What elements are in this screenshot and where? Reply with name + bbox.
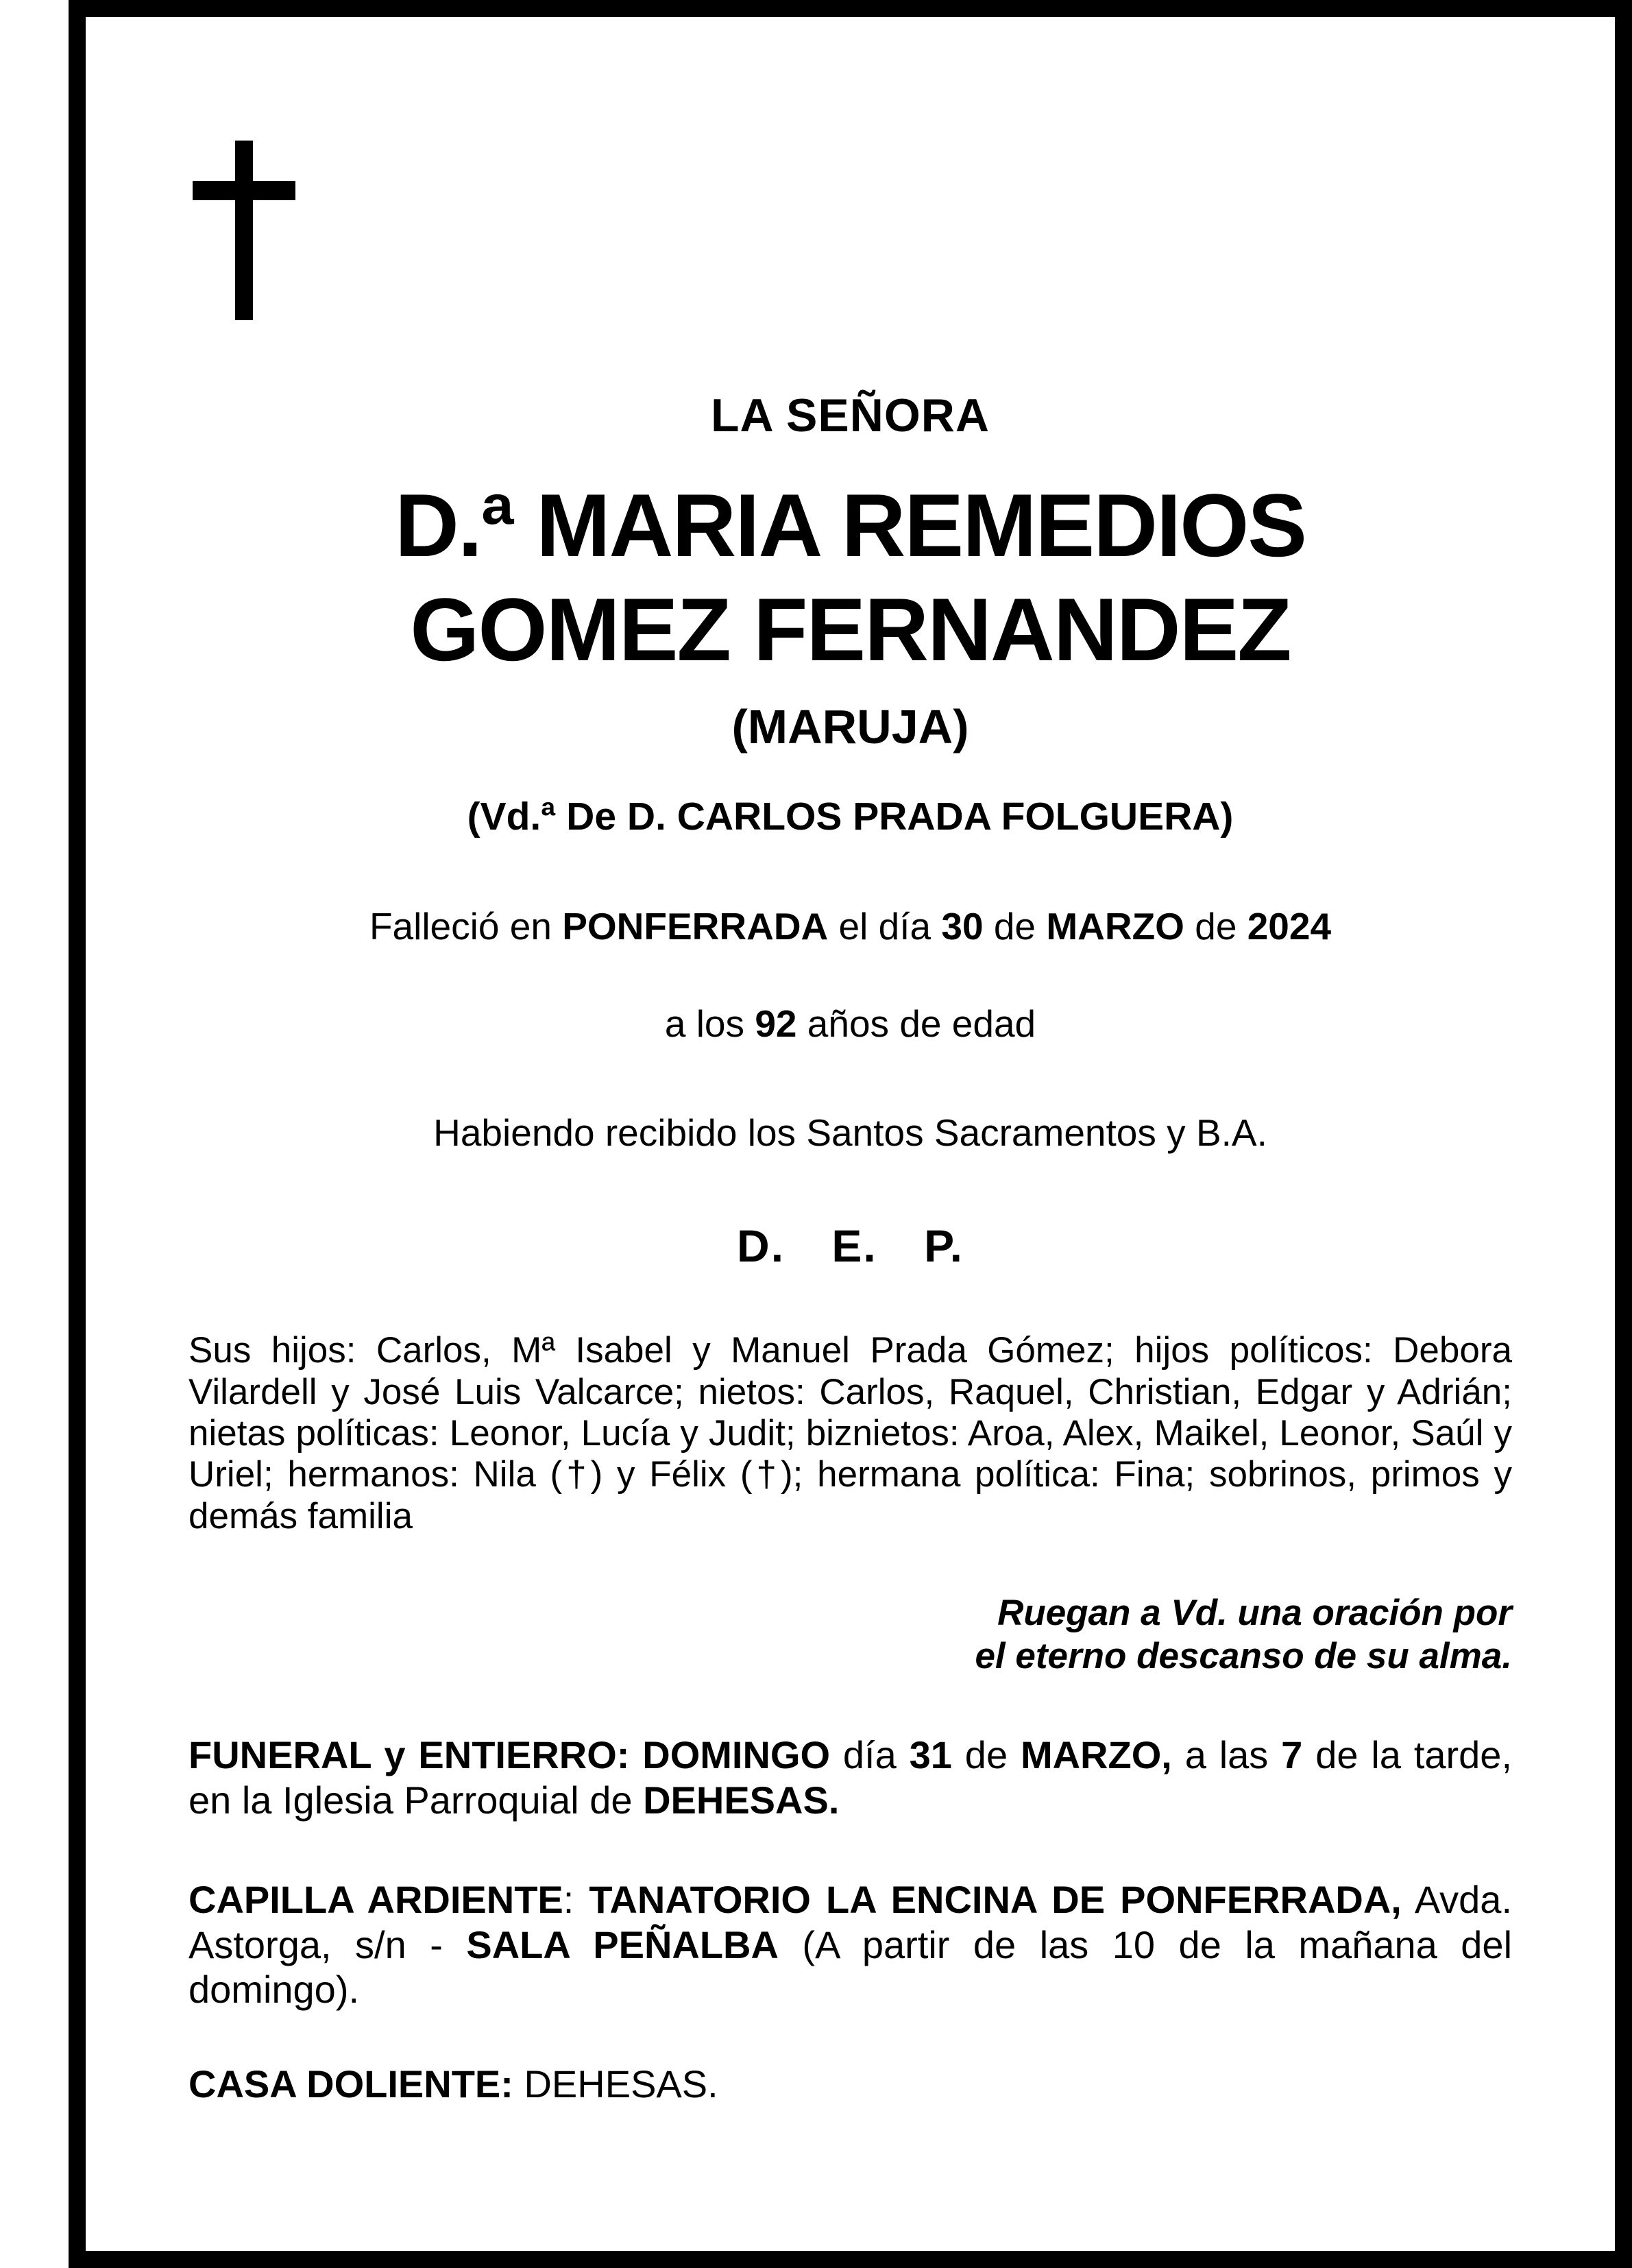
death-day: 30 bbox=[941, 905, 984, 948]
cross-icon bbox=[193, 141, 295, 320]
death-city: PONFERRADA bbox=[562, 905, 829, 948]
death-year: 2024 bbox=[1247, 905, 1332, 948]
age-line: a los 92 años de edad bbox=[664, 1002, 1036, 1046]
funeral-paragraph: FUNERAL y ENTIERRO: DOMINGO día 31 de MARZO, a las 7 de la tarde, en la Iglesia Parroquial de DEHESAS. bbox=[188, 1733, 1513, 1822]
deceased-name-line1: D.ª MARIA REMEDIOS bbox=[395, 475, 1306, 575]
chapel-paragraph: CAPILLA ARDIENTE: TANATORIO LA ENCINA DE PONFERRADA, Avda. Astorga, s/n - SALA PEÑALBA (A partir de las 10 de la mañana del domingo). bbox=[188, 1878, 1513, 2012]
death-line: Falleció en PONFERRADA el día 30 de MARZO de 2024 bbox=[369, 905, 1332, 948]
prayer-lines bbox=[188, 1592, 1512, 1678]
widow-of-line: (Vd.ª De D. CARLOS PRADA FOLGUERA) bbox=[467, 795, 1234, 839]
dep-line: D. E. P. bbox=[737, 1220, 964, 1272]
obituary-content bbox=[86, 17, 1615, 2106]
age-years: 92 bbox=[755, 1002, 797, 1046]
prayer-line1: Ruegan a Vd. una oración por bbox=[997, 1593, 1512, 1634]
deceased-alias: (MARUJA) bbox=[731, 700, 969, 754]
deceased-name-line2: GOMEZ FERNANDEZ bbox=[410, 579, 1291, 680]
deceased-name bbox=[188, 473, 1512, 681]
prayer-line2: el eterno descanso de su alma. bbox=[975, 1635, 1512, 1676]
border-frame bbox=[69, 0, 1632, 2268]
family-paragraph: Sus hijos: Carlos, Mª Isabel y Manuel Prada Gómez; hijos políticos: Debora Vilardell y José Luis Valcarce; nietos: Carlos, Raquel, Christian, Edgar y Adrián; nietas políticas: Leonor, Lucía y Judit; biznietos: Aroa, Alex, Maikel, Leonor, Saúl y Uriel; hermanos: Nila (†) y Félix (†); hermana política: Fina; sobrinos, primos y demás familia bbox=[188, 1330, 1512, 1536]
death-month: MARZO bbox=[1046, 905, 1184, 948]
mourning-home-line: CASA DOLIENTE: DEHESAS. bbox=[188, 2062, 718, 2106]
sacraments-line: Habiendo recibido los Santos Sacramentos y B.A. bbox=[433, 1111, 1267, 1155]
header-la-senora: LA SEÑORA bbox=[711, 389, 990, 442]
